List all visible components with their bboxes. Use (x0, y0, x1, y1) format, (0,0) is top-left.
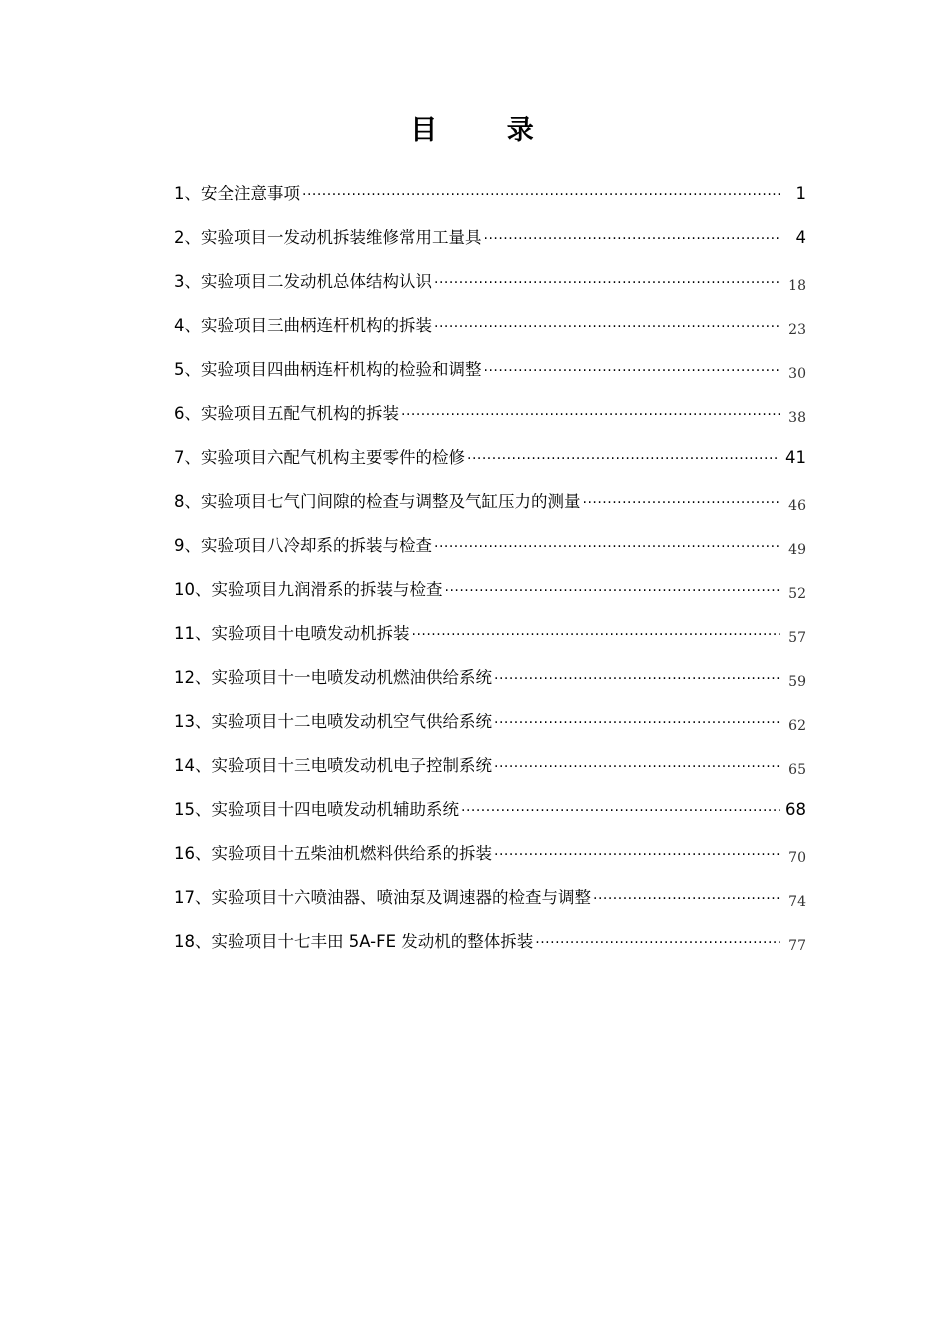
toc-entry-page-number: 57 (788, 630, 806, 646)
toc-entry-page-number: 59 (788, 674, 806, 690)
dot-leader (401, 402, 780, 428)
toc-entry[interactable] (174, 269, 806, 313)
dot-leader (535, 930, 780, 956)
toc-entry-label: 7、实验项目六配气机构主要零件的检修 (174, 448, 465, 467)
toc-entry-page-number: 52 (788, 586, 806, 602)
toc-entry-label: 17、实验项目十六喷油器、喷油泵及调速器的检查与调整 (174, 888, 591, 907)
toc-entry-label: 6、实验项目五配气机构的拆装 (174, 404, 399, 423)
toc-entry[interactable] (174, 753, 806, 797)
toc-entry[interactable] (174, 533, 806, 577)
dot-leader (494, 666, 780, 692)
toc-entry-page-number: 49 (788, 542, 806, 558)
dot-leader (494, 710, 780, 736)
dot-leader (434, 314, 780, 340)
toc-entry-page-number: 4 (795, 228, 806, 247)
toc-entry[interactable] (174, 885, 806, 929)
toc-entry-label: 12、实验项目十一电喷发动机燃油供给系统 (174, 668, 492, 687)
toc-entry-label: 14、实验项目十三电喷发动机电子控制系统 (174, 756, 492, 775)
toc-entry-label: 13、实验项目十二电喷发动机空气供给系统 (174, 712, 492, 731)
toc-entry[interactable] (174, 357, 806, 401)
dot-leader (461, 798, 780, 824)
toc-entry[interactable] (174, 797, 806, 841)
toc-entry[interactable] (174, 313, 806, 357)
dot-leader (484, 358, 781, 384)
toc-entry-page-number: 62 (788, 718, 806, 734)
toc-entry-page-number: 46 (788, 498, 806, 514)
toc-entry[interactable] (174, 929, 806, 973)
dot-leader (494, 842, 780, 868)
dot-leader (434, 270, 780, 296)
toc-entry-page-number: 23 (788, 322, 806, 338)
toc-entry-page-number: 38 (788, 410, 806, 426)
toc-entry-label: 11、实验项目十电喷发动机拆装 (174, 624, 410, 643)
toc-entry-label: 16、实验项目十五柴油机燃料供给系的拆装 (174, 844, 492, 863)
toc-entry[interactable] (174, 621, 806, 665)
dot-leader (593, 886, 780, 912)
toc-entry-page-number: 68 (785, 800, 806, 819)
dot-leader (412, 622, 781, 648)
toc-title: 目 录 (410, 115, 564, 146)
toc-entry-label: 10、实验项目九润滑系的拆装与检查 (174, 580, 443, 599)
toc-entry-label: 2、实验项目一发动机拆装维修常用工量具 (174, 228, 482, 247)
toc-entry-label: 15、实验项目十四电喷发动机辅助系统 (174, 800, 459, 819)
toc-entry[interactable] (174, 577, 806, 621)
dot-leader (484, 226, 781, 252)
toc-entry-label: 18、实验项目十七丰田 5A-FE 发动机的整体拆装 (174, 932, 534, 951)
toc-entry[interactable] (174, 445, 806, 489)
toc-entry-label: 3、实验项目二发动机总体结构认识 (174, 272, 432, 291)
toc-entry-label: 8、实验项目七气门间隙的检查与调整及气缸压力的测量 (174, 492, 581, 511)
dot-leader (445, 578, 781, 604)
toc-entry-page-number: 41 (785, 448, 806, 467)
toc-entry-label: 1、安全注意事项 (174, 184, 300, 203)
dot-leader (434, 534, 780, 560)
toc-entry[interactable] (174, 181, 806, 225)
toc-entry-page-number: 70 (788, 850, 806, 866)
toc-entry-label: 4、实验项目三曲柄连杆机构的拆装 (174, 316, 432, 335)
table-of-contents (174, 181, 806, 973)
toc-entry-page-number: 30 (788, 366, 806, 382)
dot-leader (583, 490, 781, 516)
toc-entry[interactable] (174, 665, 806, 709)
toc-entry-page-number: 65 (788, 762, 806, 778)
toc-entry[interactable] (174, 489, 806, 533)
toc-entry-page-number: 18 (788, 278, 806, 294)
toc-entry-page-number: 1 (795, 184, 806, 203)
dot-leader (302, 182, 780, 208)
toc-entry[interactable] (174, 709, 806, 753)
dot-leader (494, 754, 780, 780)
toc-entry-label: 9、实验项目八冷却系的拆装与检查 (174, 536, 432, 555)
toc-entry-page-number: 77 (788, 938, 806, 954)
toc-entry[interactable] (174, 841, 806, 885)
toc-entry[interactable] (174, 401, 806, 445)
toc-entry-label: 5、实验项目四曲柄连杆机构的检验和调整 (174, 360, 482, 379)
toc-entry[interactable] (174, 225, 806, 269)
toc-entry-page-number: 74 (788, 894, 806, 910)
dot-leader (467, 446, 780, 472)
